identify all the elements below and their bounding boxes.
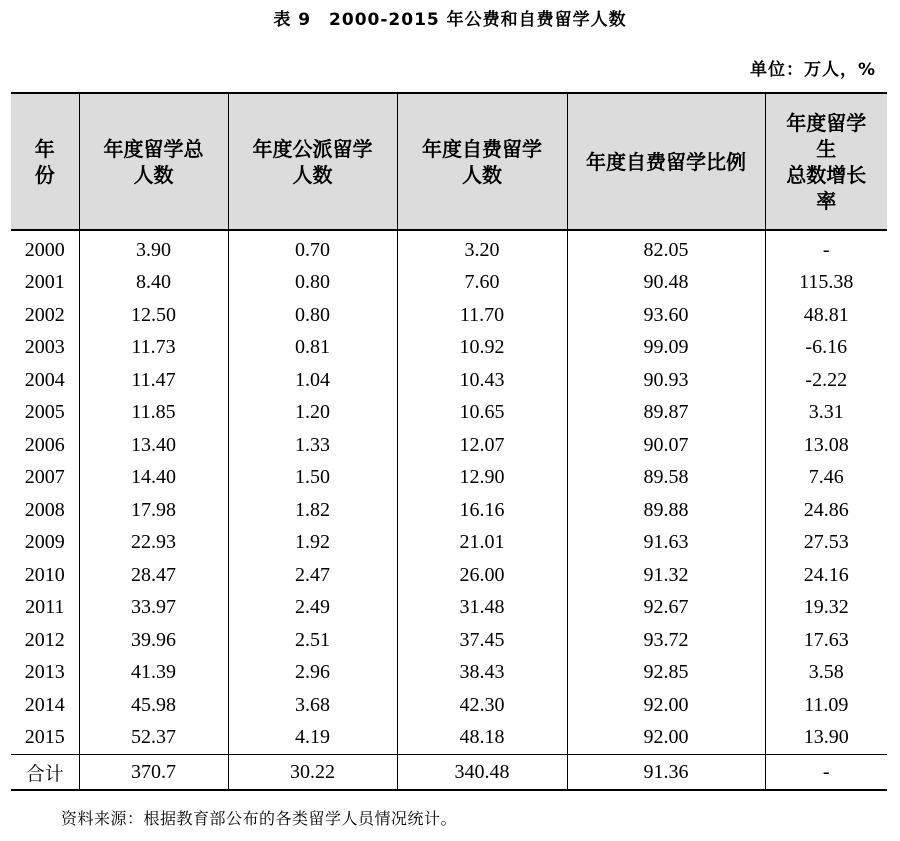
ratio-cell: 92.00 bbox=[567, 722, 765, 755]
table-row bbox=[11, 592, 887, 625]
header-self-funded-ratio: 年度自费留学比例 bbox=[567, 93, 765, 230]
growth-cell: 27.53 bbox=[765, 527, 887, 560]
self-cell: 3.20 bbox=[397, 230, 567, 267]
self-cell: 26.00 bbox=[397, 559, 567, 592]
header-public-funded: 年度公派留学 人数 bbox=[228, 93, 397, 230]
self-cell: 38.43 bbox=[397, 657, 567, 690]
total-cell: 91.36 bbox=[567, 755, 765, 791]
year-cell: 2001 bbox=[11, 267, 79, 300]
table-row bbox=[11, 689, 887, 722]
total-cell: 340.48 bbox=[397, 755, 567, 791]
growth-cell: 3.58 bbox=[765, 657, 887, 690]
public-cell: 0.80 bbox=[228, 267, 397, 300]
table-row bbox=[11, 332, 887, 365]
total-cell: 370.7 bbox=[79, 755, 228, 791]
growth-cell: 19.32 bbox=[765, 592, 887, 625]
total-cell: 28.47 bbox=[79, 559, 228, 592]
ratio-cell: 90.93 bbox=[567, 364, 765, 397]
growth-cell: 3.31 bbox=[765, 397, 887, 430]
growth-cell: 115.38 bbox=[765, 267, 887, 300]
public-cell: 3.68 bbox=[228, 689, 397, 722]
growth-cell: -6.16 bbox=[765, 332, 887, 365]
ratio-cell: 99.09 bbox=[567, 332, 765, 365]
table-row bbox=[11, 559, 887, 592]
ratio-cell: 89.88 bbox=[567, 494, 765, 527]
growth-cell: 24.86 bbox=[765, 494, 887, 527]
total-cell: 3.90 bbox=[79, 230, 228, 267]
ratio-cell: 92.00 bbox=[567, 689, 765, 722]
growth-cell: 11.09 bbox=[765, 689, 887, 722]
ratio-cell: 92.67 bbox=[567, 592, 765, 625]
public-cell: 0.70 bbox=[228, 230, 397, 267]
ratio-cell: 91.32 bbox=[567, 559, 765, 592]
total-cell: 41.39 bbox=[79, 657, 228, 690]
year-cell: 2006 bbox=[11, 429, 79, 462]
public-cell: 1.04 bbox=[228, 364, 397, 397]
year-cell: 2012 bbox=[11, 624, 79, 657]
table-row bbox=[11, 462, 887, 495]
table-row bbox=[11, 527, 887, 560]
total-cell: 13.40 bbox=[79, 429, 228, 462]
total-cell: 52.37 bbox=[79, 722, 228, 755]
ratio-cell: 90.07 bbox=[567, 429, 765, 462]
self-cell: 10.92 bbox=[397, 332, 567, 365]
table-row bbox=[11, 364, 887, 397]
public-cell: 2.96 bbox=[228, 657, 397, 690]
total-cell: 39.96 bbox=[79, 624, 228, 657]
public-cell: 1.20 bbox=[228, 397, 397, 430]
total-cell: 45.98 bbox=[79, 689, 228, 722]
total-cell: 11.47 bbox=[79, 364, 228, 397]
public-cell: 1.33 bbox=[228, 429, 397, 462]
public-cell: 2.47 bbox=[228, 559, 397, 592]
total-cell: 8.40 bbox=[79, 267, 228, 300]
year-cell: 2007 bbox=[11, 462, 79, 495]
ratio-cell: 90.48 bbox=[567, 267, 765, 300]
self-cell: 31.48 bbox=[397, 592, 567, 625]
public-cell: 2.51 bbox=[228, 624, 397, 657]
self-cell: 21.01 bbox=[397, 527, 567, 560]
year-cell: 2008 bbox=[11, 494, 79, 527]
table-row bbox=[11, 494, 887, 527]
year-cell: 2011 bbox=[11, 592, 79, 625]
self-cell: 10.65 bbox=[397, 397, 567, 430]
year-cell: 2015 bbox=[11, 722, 79, 755]
header-year: 年 份 bbox=[11, 93, 79, 230]
public-cell: 0.80 bbox=[228, 299, 397, 332]
growth-cell: -2.22 bbox=[765, 364, 887, 397]
public-cell: 2.49 bbox=[228, 592, 397, 625]
year-cell: 2010 bbox=[11, 559, 79, 592]
self-cell: 12.07 bbox=[397, 429, 567, 462]
table-row bbox=[11, 299, 887, 332]
table-row bbox=[11, 657, 887, 690]
total-cell: 33.97 bbox=[79, 592, 228, 625]
year-cell: 2003 bbox=[11, 332, 79, 365]
total-cell: 11.73 bbox=[79, 332, 228, 365]
self-cell: 12.90 bbox=[397, 462, 567, 495]
year-cell: 2004 bbox=[11, 364, 79, 397]
header-total-students: 年度留学总 人数 bbox=[79, 93, 228, 230]
total-cell: - bbox=[765, 755, 887, 791]
self-cell: 37.45 bbox=[397, 624, 567, 657]
ratio-cell: 91.63 bbox=[567, 527, 765, 560]
year-cell: 2002 bbox=[11, 299, 79, 332]
table-row bbox=[11, 722, 887, 755]
data-table bbox=[11, 92, 887, 791]
growth-cell: 24.16 bbox=[765, 559, 887, 592]
total-cell: 11.85 bbox=[79, 397, 228, 430]
table-row bbox=[11, 429, 887, 462]
year-cell: 2014 bbox=[11, 689, 79, 722]
public-cell: 4.19 bbox=[228, 722, 397, 755]
header-row bbox=[11, 93, 887, 230]
ratio-cell: 82.05 bbox=[567, 230, 765, 267]
total-cell: 22.93 bbox=[79, 527, 228, 560]
table-title: 表 9 2000-2015 年公费和自费留学人数 bbox=[273, 10, 627, 30]
ratio-cell: 93.72 bbox=[567, 624, 765, 657]
public-cell: 1.50 bbox=[228, 462, 397, 495]
year-cell: 2009 bbox=[11, 527, 79, 560]
unit-label: 单位：万人，% bbox=[749, 60, 876, 80]
growth-cell: - bbox=[765, 230, 887, 267]
growth-cell: 7.46 bbox=[765, 462, 887, 495]
source-note: 资料来源：根据教育部公布的各类留学人员情况统计。 bbox=[61, 809, 458, 828]
year-cell: 2013 bbox=[11, 657, 79, 690]
total-row bbox=[11, 755, 887, 791]
self-cell: 48.18 bbox=[397, 722, 567, 755]
self-cell: 42.30 bbox=[397, 689, 567, 722]
growth-cell: 48.81 bbox=[765, 299, 887, 332]
growth-cell: 13.90 bbox=[765, 722, 887, 755]
ratio-cell: 92.85 bbox=[567, 657, 765, 690]
total-label: 合计 bbox=[11, 755, 79, 791]
total-cell: 14.40 bbox=[79, 462, 228, 495]
total-cell: 17.98 bbox=[79, 494, 228, 527]
ratio-cell: 93.60 bbox=[567, 299, 765, 332]
header-growth-rate: 年度留学 生 总数增长 率 bbox=[765, 93, 887, 230]
year-cell: 2005 bbox=[11, 397, 79, 430]
public-cell: 1.92 bbox=[228, 527, 397, 560]
table-row bbox=[11, 397, 887, 430]
self-cell: 16.16 bbox=[397, 494, 567, 527]
table-row bbox=[11, 624, 887, 657]
total-cell: 30.22 bbox=[228, 755, 397, 791]
total-cell: 12.50 bbox=[79, 299, 228, 332]
growth-cell: 13.08 bbox=[765, 429, 887, 462]
ratio-cell: 89.87 bbox=[567, 397, 765, 430]
self-cell: 10.43 bbox=[397, 364, 567, 397]
growth-cell: 17.63 bbox=[765, 624, 887, 657]
year-cell: 2000 bbox=[11, 230, 79, 267]
table-row bbox=[11, 230, 887, 267]
header-self-funded: 年度自费留学 人数 bbox=[397, 93, 567, 230]
public-cell: 0.81 bbox=[228, 332, 397, 365]
self-cell: 7.60 bbox=[397, 267, 567, 300]
self-cell: 11.70 bbox=[397, 299, 567, 332]
ratio-cell: 89.58 bbox=[567, 462, 765, 495]
public-cell: 1.82 bbox=[228, 494, 397, 527]
table-row bbox=[11, 267, 887, 300]
